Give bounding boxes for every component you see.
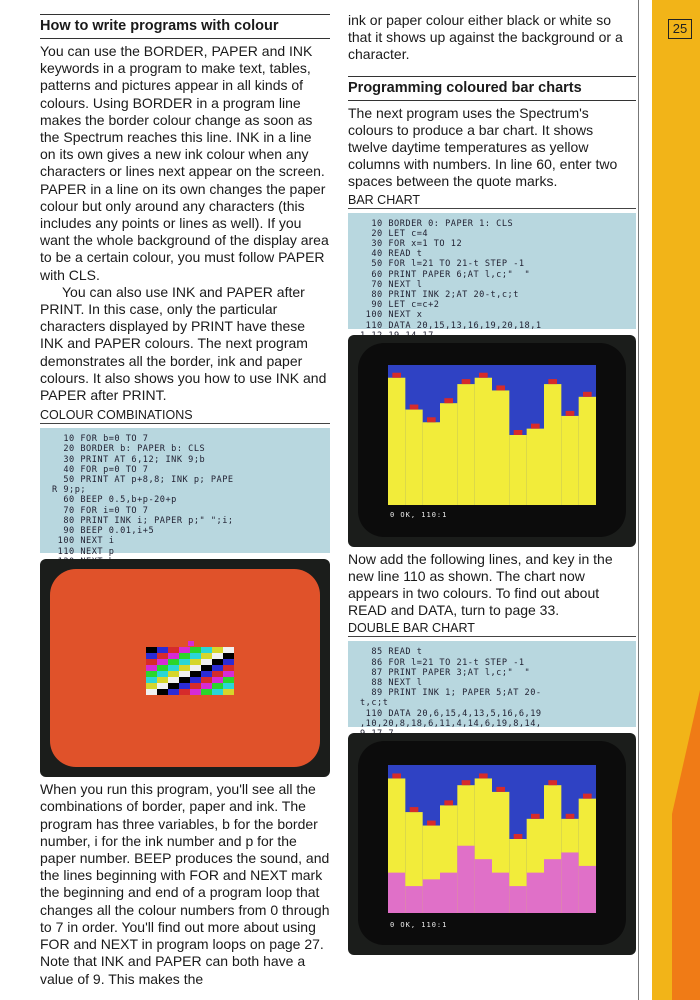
palette-cell: [190, 659, 201, 665]
tv-screenshot-double-bar-chart: [348, 733, 636, 955]
listing-label: DOUBLE BAR CHART: [348, 621, 636, 637]
column-rule: [638, 0, 639, 1000]
bar: [561, 416, 578, 505]
palette-cell: [179, 659, 190, 665]
bar-value-label: [548, 379, 557, 384]
bar-value-label: [479, 774, 488, 779]
palette-cell: [146, 689, 157, 695]
bar-value-label: [410, 808, 419, 813]
palette-cell: [179, 683, 190, 689]
palette-cell: [201, 689, 212, 695]
palette-cell: [157, 653, 168, 659]
palette-cell: [223, 647, 234, 653]
palette-cell: [168, 653, 179, 659]
palette-cell: [212, 659, 223, 665]
program-listing: 85 READ t 86 FOR l=21 TO 21-t STEP -1 87 PRINT PAPER 3;AT l,c;" " 88 NEXT l 89 PRINT INK 1; PAPER 5;AT 20- t,c;t 110 DATA 20,6,15,4,13,5,16,6,19 ,10,20,8,18,6,11,4,14,6,19,8,14,: [348, 641, 636, 727]
bar: [509, 435, 526, 505]
bar-value-label: [410, 404, 419, 409]
palette-cell: [168, 683, 179, 689]
bar: [388, 377, 405, 504]
palette-cell: [146, 665, 157, 671]
bar-value-label: [392, 372, 401, 377]
bar-value-label: [531, 814, 540, 819]
palette-cell: [223, 677, 234, 683]
palette-cell: [212, 689, 223, 695]
palette-cell: [190, 671, 201, 677]
bar-value-label: [427, 417, 436, 422]
palette-cell: [146, 677, 157, 683]
palette-cell: [146, 659, 157, 665]
palette-cell: [201, 647, 212, 653]
palette-cell: [157, 671, 168, 677]
bar-value-label: [444, 398, 453, 403]
palette-cell: [157, 689, 168, 695]
palette-cell: [212, 665, 223, 671]
palette-cell: [212, 647, 223, 653]
bar-magenta: [457, 846, 474, 913]
two-colour-bar-chart: [388, 765, 596, 913]
intro-paragraph: The next program uses the Spectrum's colours to produce a bar chart. It shows twelve daytime temperatures as yellow columns with numbers. In line 60, enter two spaces between the quote marks.: [348, 104, 618, 190]
intro-paragraph: You can use the BORDER, PAPER and INK keywords in a program to make text, tables, patterns and pictures appear in all kinds of colours. Using BORDER in a program line makes the border colour change as soon as the Spectrum reaches this line. INK in a line on its own gives a new ink colour when any characters or lines next appear on the screen. PAPER in a line on its own changes the paper colour but only around any characters (this includes any points or lines as well). If you want the whole background of the display area to be a certain colour, you must follow PAPER with CLS.: [40, 43, 329, 283]
palette-cell: [223, 689, 234, 695]
palette-cell: [179, 665, 190, 671]
palette-cell: [168, 689, 179, 695]
bar-magenta: [423, 880, 440, 914]
palette-cell: [179, 671, 190, 677]
bar-value-label: [392, 774, 401, 779]
palette-cell: [179, 677, 190, 683]
bar-value-label: [479, 372, 488, 377]
palette-cell: [168, 665, 179, 671]
bar: [423, 422, 440, 505]
palette-cell: [190, 677, 201, 683]
palette-cell: [146, 671, 157, 677]
bar-magenta: [527, 873, 544, 913]
bar-value-label: [548, 781, 557, 786]
bar-magenta: [440, 873, 457, 913]
palette-cell: [223, 659, 234, 665]
program-listing: 10 BORDER 0: PAPER 1: CLS 20 LET c=4 30 FOR x=1 TO 12 40 READ t 50 FOR l=21 TO 21-t STEP -1 60 PRINT PAPER 6;AT l,c;" " 70 NEXT l 80 PRINT INK 2;AT 20-t,c;t 90 LET c=c+2 100 NEXT x 110 DATA 20,15,13,16,19,20,18,1: [348, 213, 636, 329]
bar: [579, 396, 596, 504]
palette-marker: [188, 641, 194, 646]
right-column: [348, 0, 636, 955]
palette-cell: [190, 665, 201, 671]
bar-value-label: [514, 430, 523, 435]
bar-value-label: [531, 423, 540, 428]
palette-cell: [190, 653, 201, 659]
bar-magenta: [405, 887, 422, 914]
palette-cell: [201, 659, 212, 665]
bar: [440, 403, 457, 505]
palette-cell: [190, 683, 201, 689]
page-number: 25: [668, 19, 692, 39]
palette-cell: [190, 689, 201, 695]
bar-value-label: [444, 801, 453, 806]
bar-magenta: [492, 873, 509, 913]
palette-cell: [157, 677, 168, 683]
palette-cell: [212, 653, 223, 659]
palette-cell: [223, 683, 234, 689]
palette-cell: [157, 683, 168, 689]
bar: [405, 409, 422, 504]
palette-cell: [179, 689, 190, 695]
bar-magenta: [475, 860, 492, 914]
bar-value-label: [496, 385, 505, 390]
colour-palette-grid: [132, 641, 242, 695]
status-line: 0 OK, 110:1: [390, 921, 448, 930]
listing-label: COLOUR COMBINATIONS: [40, 408, 330, 424]
bar: [544, 384, 561, 505]
listing-label: BAR CHART: [348, 193, 636, 209]
bar-magenta: [388, 873, 405, 913]
palette-cell: [179, 653, 190, 659]
palette-cell: [168, 677, 179, 683]
bar-magenta: [544, 860, 561, 914]
continued-paragraph: ink or paper colour either black or white so that it shows up against the background or a character.: [348, 12, 623, 63]
bar-value-label: [427, 821, 436, 826]
palette-cell: [223, 671, 234, 677]
palette-cell: [168, 659, 179, 665]
palette-cell: [168, 671, 179, 677]
bar-value-label: [583, 391, 592, 396]
palette-cell: [201, 671, 212, 677]
palette-cell: [201, 677, 212, 683]
bar: [527, 428, 544, 504]
palette-cell: [157, 665, 168, 671]
palette-cell: [223, 665, 234, 671]
palette-cell: [201, 653, 212, 659]
program-listing: 10 FOR b=0 TO 7 20 BORDER b: PAPER b: CLS 30 PRINT AT 6,12; INK 9;b 40 FOR p=0 TO 7 50 PRINT AT p+8,8; INK p; PAPE R 9;p; 60 BEEP 0.5,b+p-20+p 70 FOR i=0 TO 7 80 PRINT INK i; PAPER p;" ";i; 90 BEEP 0.01,i+5 100 NEXT i 110 NEXT p: [40, 428, 330, 553]
status-line: 0 OK, 110:1: [390, 510, 448, 519]
palette-cell: [201, 683, 212, 689]
palette-cell: [212, 671, 223, 677]
bar-value-label: [462, 379, 471, 384]
bar: [457, 384, 474, 505]
bar-magenta: [561, 853, 578, 914]
palette-cell: [179, 647, 190, 653]
palette-cell: [190, 647, 201, 653]
tv-screenshot-colours: [40, 559, 330, 777]
palette-cell: [223, 653, 234, 659]
bar-value-label: [583, 794, 592, 799]
bar: [475, 377, 492, 504]
bar-value-label: [496, 787, 505, 792]
bar-magenta: [509, 887, 526, 914]
yellow-bar-chart: [388, 365, 596, 505]
bar-value-label: [462, 781, 471, 786]
bar: [492, 390, 509, 505]
bar-value-label: [566, 814, 575, 819]
palette-cell: [212, 683, 223, 689]
palette-cell: [212, 677, 223, 683]
bar-value-label: [514, 834, 523, 839]
bar-magenta: [579, 866, 596, 913]
palette-cell: [157, 647, 168, 653]
palette-cell: [146, 647, 157, 653]
tv-screenshot-bar-chart: [348, 335, 636, 547]
bar-value-label: [566, 411, 575, 416]
section-heading: Programming coloured bar charts: [348, 76, 636, 101]
paragraph: When you run this program, you'll see all the combinations of border, paper and ink. The program has three variables, b for the border number, i for the ink number and p for the paper number. BEEP produces the sound, and the lines beginning with FOR and NEXT mark the beginning and end of a program loop that changes all the colour numbers from 0 through to 7 in order. You'll find out more about using FOR and NEXT in program loops on page 27. Note that INK and PAPER can both have a value of 9. This makes the: [40, 781, 330, 987]
palette-cell: [168, 647, 179, 653]
palette-cell: [157, 659, 168, 665]
paragraph: Now add the following lines, and key in the new line 110 as shown. The chart now appears in two colours. To find out about READ and DATA, turn to page 33.: [348, 550, 613, 619]
palette-cell: [146, 683, 157, 689]
left-column: [40, 0, 330, 988]
section-heading: How to write programs with colour: [40, 14, 330, 39]
palette-cell: [146, 653, 157, 659]
paragraph: You can also use INK and PAPER after PRINT. In this case, only the particular characters displayed by PRINT have these INK and PAPER colours. The next program demonstrates all the border, ink and paper colours. It also shows you how to use INK and PAPER after PRINT.: [40, 283, 327, 404]
palette-cell: [201, 665, 212, 671]
